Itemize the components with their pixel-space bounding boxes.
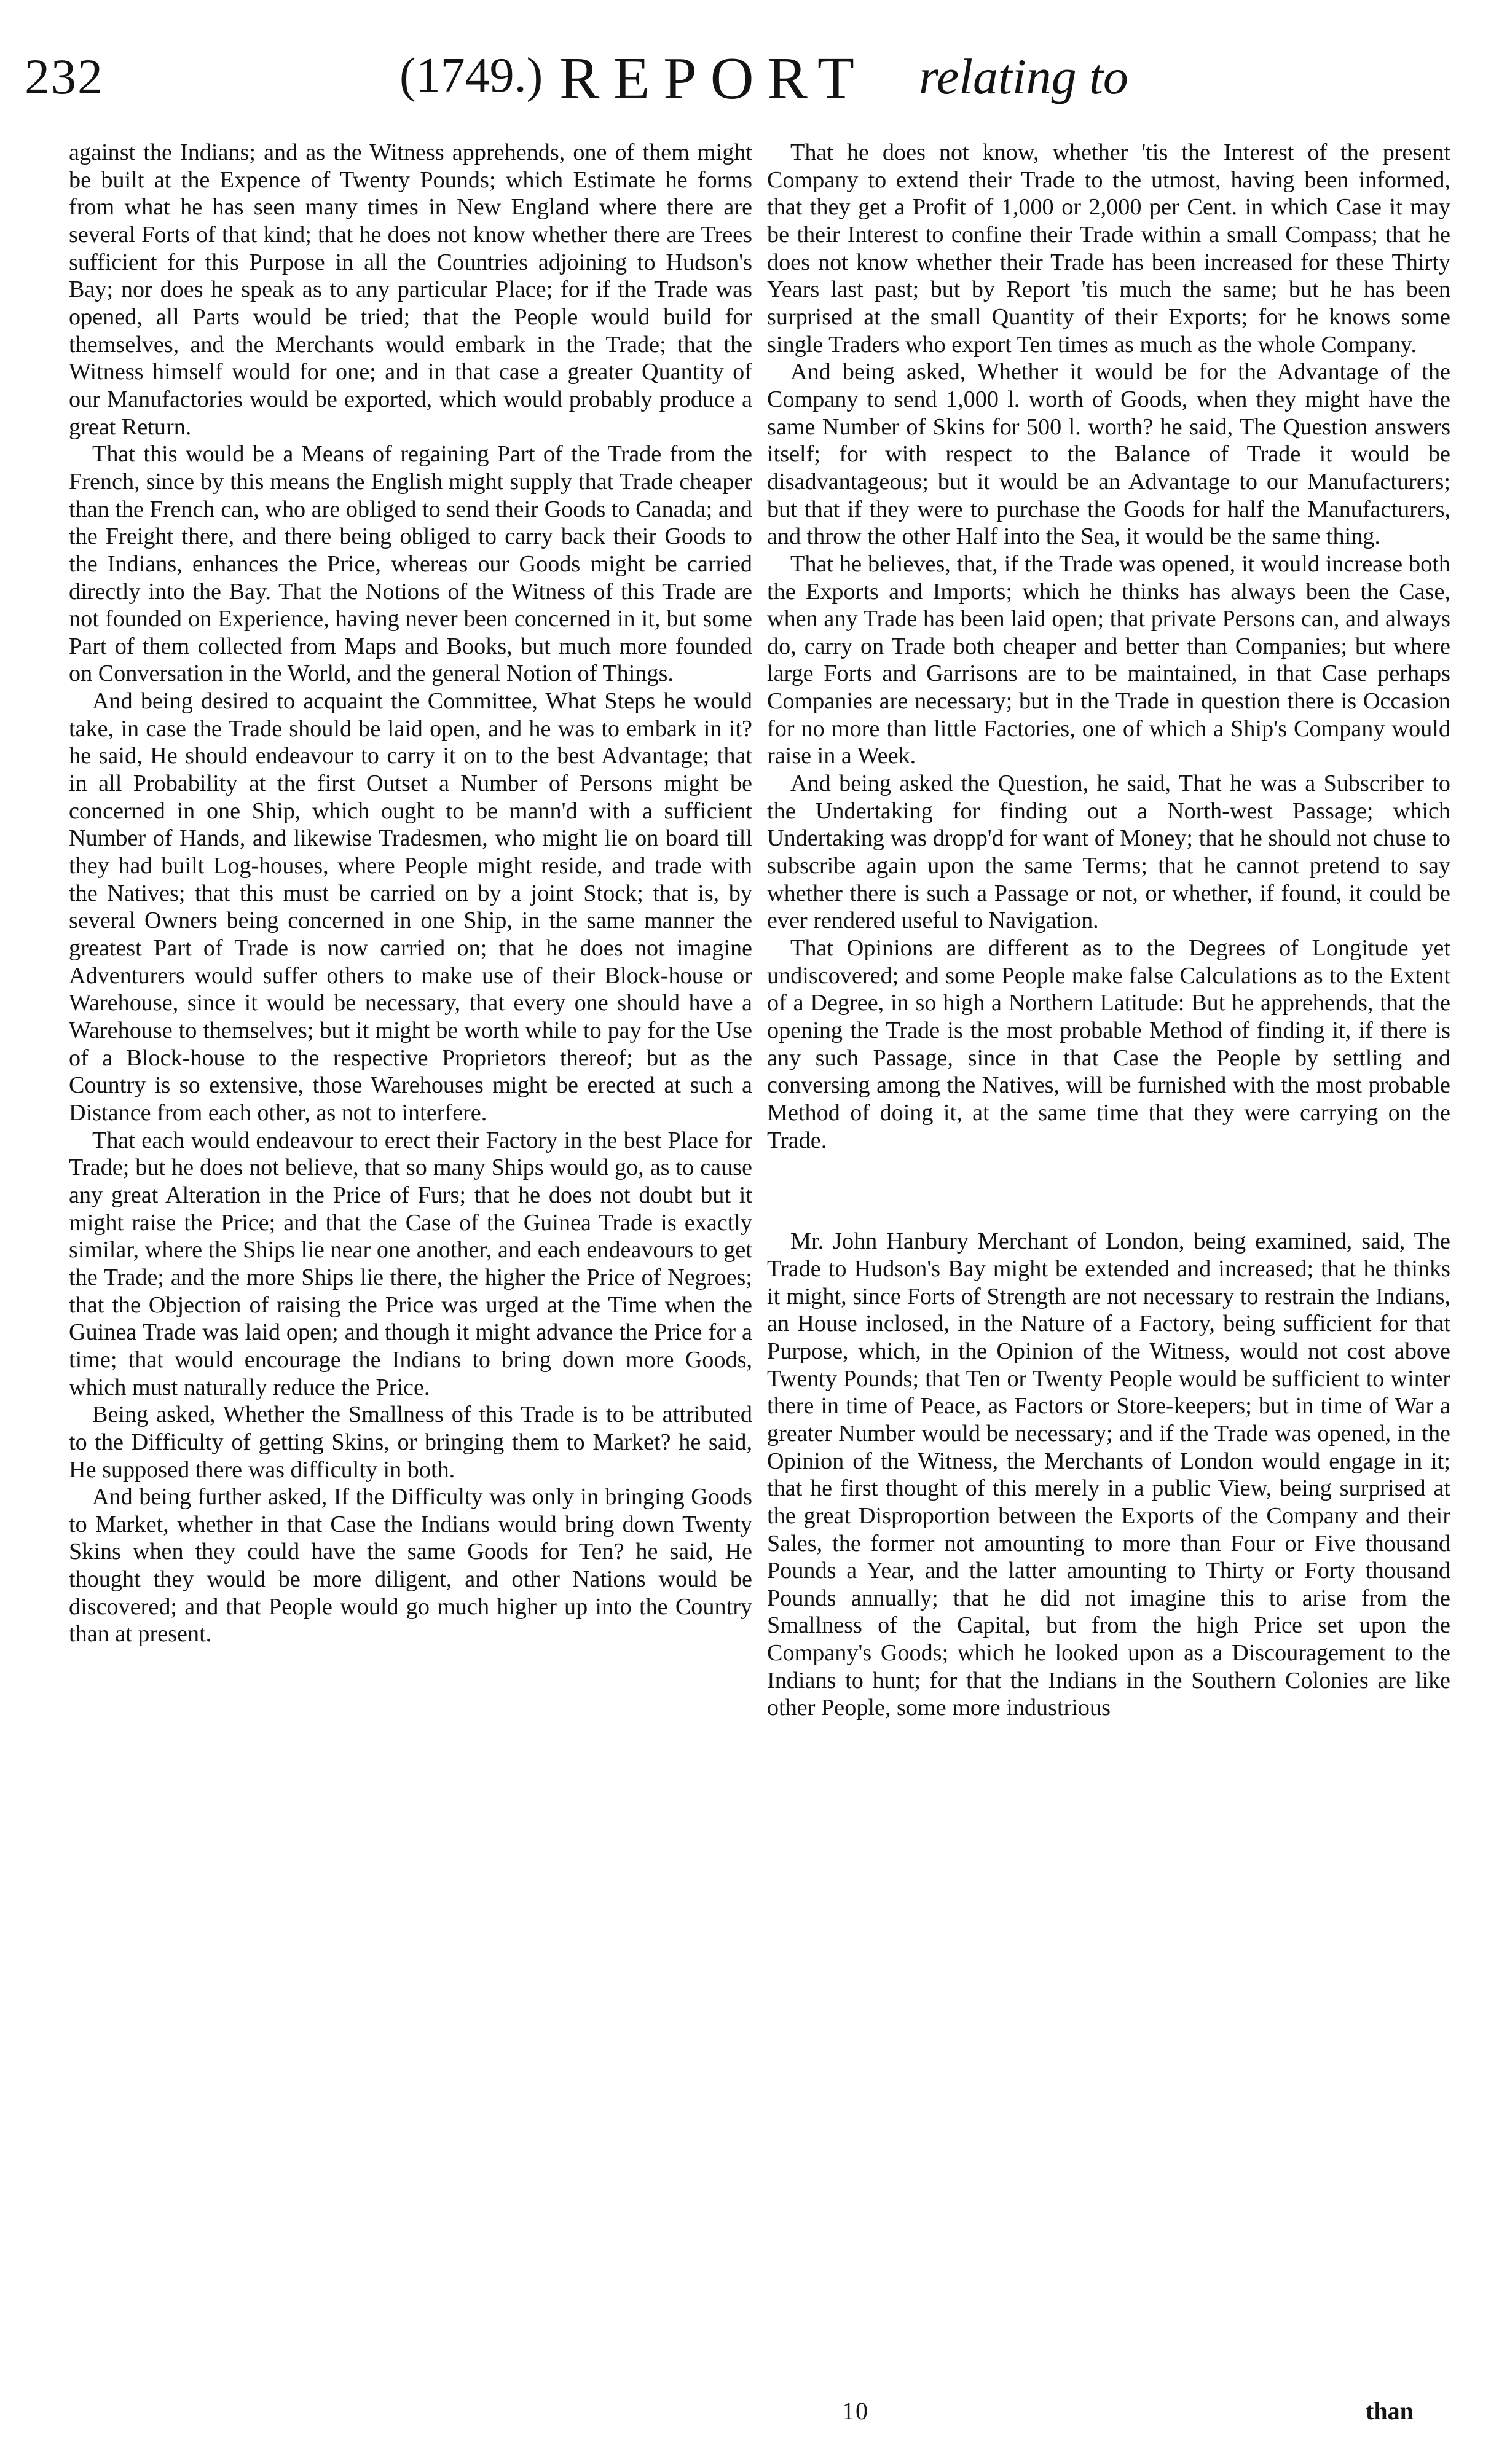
paragraph: Mr. John Hanbury Merchant of London, being examined, said, The Trade to Hudson's Bay might be extended and increased; that he thinks it might, since Forts of Strength are not necessary to restrain the Indians, an House inclosed, in the Nature of a Factory, being sufficient for that Purpose, which, in the Opinion of the Witness, would not cost above Twenty Pounds; that Ten or Twenty People would be sufficient to winter there in time of Peace, as Factors or Store-keepers; but in time of War a greater Number would be necessary; and if the Trade was opened, in the Opinion of the Witness, the Merchants of London would engage in it; that he first thought of this merely in a public View, being surprised at the great Disproportion between the Exports of the Company and their Sales, the former not amounting to more than Four or Five thousand Pounds a Year, and the latter amounting to Thirty or Forty thousand Pounds annually; that he did not imagine this to arise from the Smallness of the Capital, but from the high Price set upon the Company's Goods; which he looked upon as a Discouragement to the Indians to hunt; for that the Indians in the Southern Colonies are like other People, some more industrious	[767, 1228, 1450, 1721]
paragraph: That Opinions are different as to the Degrees of Longitude yet undiscovered; and some People make false Calculations as to the Extent of a Degree, in so high a Northern Latitude: But he apprehends, that the opening the Trade is the most probable Method of finding it, if there is any such Passage, since in that Case the People by settling and conversing among the Natives, will be furnished with the most probable Method of doing it, at the same time that they were carrying on the Trade.	[767, 935, 1450, 1153]
right-column	[767, 139, 1450, 1722]
paragraph: That he believes, that, if the Trade was opened, it would increase both the Exports and Imports; which he thinks has always been the Case, when any Trade has been laid open; that private Persons can, and always do, carry on Trade both cheaper and better than Companies; but where large Forts and Garrisons are to be maintained, in that Case perhaps Companies are necessary; but in the Trade in question there is Occasion for no more than little Factories, one of which a Ship's Company would raise in a Week.	[767, 551, 1450, 769]
paragraph: against the Indians; and as the Witness apprehends, one of them might be built at the Expence of Twenty Pounds; which Estimate he forms from what he has seen many times in New England where there are several Forts of that kind; that he does not know whether there are Trees sufficient for this Purpose in all the Countries adjoining to Hudson's Bay; nor does he speak as to any particular Place; for if the Trade was opened, all Parts would be tried; that the People would build for themselves, and the Merchants would embark in the Trade; that the Witness himself would for one; and in that case a greater Quantity of our Manufactories would be exported, which would probably produce a great Return.	[69, 139, 752, 440]
running-header	[25, 45, 1466, 128]
header-subtitle: relating to	[919, 49, 1128, 104]
paragraph: And being further asked, If the Difficulty was only in bringing Goods to Market, whether in that Case the Indians would bring down Twenty Skins when they could have the same Goods for Ten? he said, He thought they would be more diligent, and other Nations would be discovered; and that People would go much higher up into the Country than at present.	[69, 1484, 752, 1647]
paragraph: Being asked, Whether the Smallness of this Trade is to be attributed to the Difficulty of getting Skins, or bringing them to Market? he said, He supposed there was difficulty in both.	[69, 1402, 752, 1483]
paragraph: And being asked the Question, he said, That he was a Subscriber to the Undertaking for finding out a North-west Passage; which Undertaking was dropp'd for want of Money; that he should not chuse to subscribe again upon the same Terms; that he cannot pretend to say whether there is such a Passage or not, or whether, if found, it could be ever rendered useful to Navigation.	[767, 771, 1450, 934]
header-title: REPORT	[559, 45, 868, 112]
paragraph: That he does not know, whether 'tis the Interest of the present Company to extend their Trade to the utmost, having been informed, that they get a Profit of 1,000 or 2,000 per Cent. in which Case it may be their Interest to confine their Trade within a small Compass; that he does not know whether their Trade has been increased for these Thirty Years last past; but by Report 'tis much the same; but he has been surprised at the small Quantity of their Exports; for he knows some single Traders who export Ten times as much as the whole Company.	[767, 139, 1450, 358]
header-year: (1749.)	[399, 49, 543, 103]
left-column	[69, 139, 752, 1648]
paragraph: That this would be a Means of regaining Part of the Trade from the French, since by this means the English might supply that Trade cheaper than the French can, who are obliged to send their Goods to Canada; and the Freight there, and there being obliged to carry back their Goods to the Indians, enhances the Price, whereas our Goods might be carried directly into the Bay. That the Notions of the Witness of this Trade are not founded on Experience, having never been concerned in it, but some Part of them collected from Maps and Books, but much more founded on Conversation in the World, and the general Notion of Things.	[69, 441, 752, 687]
paragraph: And being desired to acquaint the Committee, What Steps he would take, in case the Trade should be laid open, and he was to embark in it? he said, He should endeavour to carry it on to the best Advantage; that in all Probability at the first Outset a Number of Persons might be concerned in one Ship, which ought to be mann'd with a sufficient Number of Hands, and likewise Tradesmen, who might lie on board till they had built Log-houses, where People might reside, and trade with the Natives; that this must be carried on by a joint Stock; that is, by several Owners being concerned in one Ship, in the same manner the greatest Part of Trade is now carried on; that he does not imagine Adventurers would suffer others to make use of their Block-house or Warehouse, since it would be necessary, that every one should have a Warehouse to themselves; but it might be worth while to pay for the Use of a Block-house to the respective Proprietors thereof; but as the Country is so extensive, those Warehouses might be erected at such a Distance from each other, as not to interfere.	[69, 688, 752, 1126]
signature-mark: 10	[842, 2397, 869, 2425]
catchword: than	[1366, 2397, 1414, 2425]
paragraph: That each would endeavour to erect their Factory in the best Place for Trade; but he does not believe, that so many Ships would go, as to cause any great Alteration in the Price of Furs; that he does not doubt but it might raise the Price; and that the Case of the Guinea Trade is exactly similar, where the Ships lie near one another, and each endeavours to get the Trade; and the more Ships lie there, the higher the Price of Negroes; that the Objection of raising the Price was urged at the Time when the Guinea Trade was laid open; and though it might advance the Price for a time; that would encourage the Indians to bring down more Goods, which must naturally reduce the Price.	[69, 1127, 752, 1400]
paragraph: And being asked, Whether it would be for the Advantage of the Company to send 1,000 l. worth of Goods, when they might have the same Number of Skins for 500 l. worth? he said, The Question answers itself; for with respect to the Balance of Trade it would be disadvantageous; but it would be an Advantage to our Manufacturers; but that if they were to purchase the Goods for half the Manufacturers, and throw the other Half into the Sea, it would be the same thing.	[767, 359, 1450, 550]
page-number: 232	[25, 49, 104, 104]
